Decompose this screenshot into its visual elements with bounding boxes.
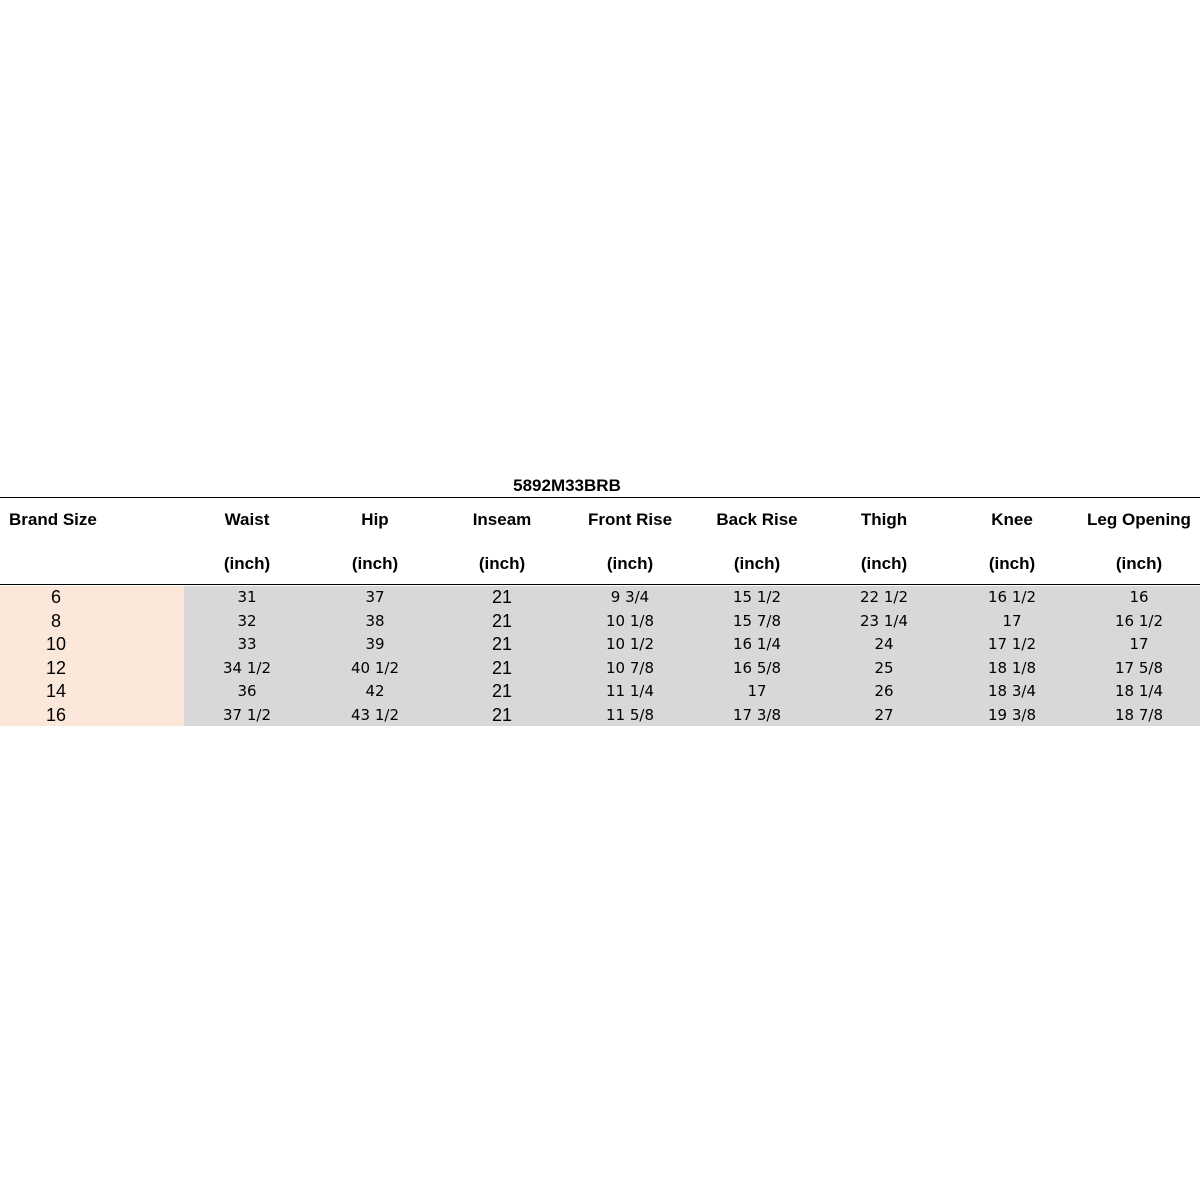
header-thigh [821, 498, 947, 584]
cell-front-rise: 10 1/2 [606, 635, 654, 653]
cell-leg-opening: 16 [1129, 588, 1149, 606]
header-label: Thigh [860, 510, 908, 529]
header-unit: (inch) [1115, 554, 1163, 573]
cell-front-rise: 10 7/8 [606, 658, 654, 677]
cell-back-rise: 17 3/8 [733, 705, 781, 724]
cell-inseam: 21 [491, 610, 513, 631]
header-inseam [439, 498, 565, 584]
header-label: Front Rise [587, 510, 673, 529]
cell-knee: 17 [1002, 611, 1022, 630]
header-label: Knee [991, 510, 1033, 529]
cell-waist: 36 [237, 682, 257, 700]
header-row [0, 498, 1200, 584]
cell-inseam: 21 [491, 657, 513, 678]
table-row [0, 657, 1200, 681]
cell-hip: 39 [365, 635, 385, 653]
header-unit: (inch) [733, 554, 781, 573]
table-row [0, 586, 1200, 610]
cell-inseam: 21 [491, 634, 513, 654]
cell-hip: 37 [365, 588, 385, 606]
header-label: Brand Size [9, 510, 97, 529]
header-leg-opening [1076, 498, 1200, 584]
header-hip [312, 498, 438, 584]
header-label: Hip [361, 510, 389, 529]
cell-back-rise: 15 1/2 [733, 588, 781, 606]
header-label: Back Rise [716, 510, 798, 529]
cell-knee: 16 1/2 [988, 588, 1036, 606]
cell-brand-size: 14 [45, 681, 67, 701]
table-body [0, 586, 1200, 726]
header-knee [949, 498, 1075, 584]
header-label: Inseam [472, 510, 532, 529]
cell-front-rise: 11 5/8 [606, 705, 654, 724]
header-brand-size [0, 498, 184, 584]
cell-hip: 38 [365, 611, 385, 630]
cell-waist: 33 [237, 635, 257, 653]
cell-waist: 31 [237, 588, 257, 606]
cell-inseam: 21 [491, 587, 513, 607]
cell-hip: 40 1/2 [351, 658, 399, 677]
cell-hip: 43 1/2 [351, 705, 399, 724]
header-unit: (inch) [478, 554, 526, 573]
header-unit: (inch) [223, 554, 271, 573]
table-row [0, 680, 1200, 704]
table-row [0, 610, 1200, 634]
cell-thigh: 22 1/2 [860, 588, 908, 606]
cell-brand-size: 8 [50, 610, 61, 631]
cell-front-rise: 11 1/4 [606, 682, 654, 700]
cell-leg-opening: 16 1/2 [1115, 611, 1163, 630]
cell-back-rise: 16 1/4 [733, 635, 781, 653]
cell-front-rise: 10 1/8 [606, 611, 654, 630]
cell-leg-opening: 18 7/8 [1115, 705, 1163, 724]
header-label: Waist [224, 510, 270, 529]
table-row [0, 704, 1200, 728]
cell-waist: 37 1/2 [223, 705, 271, 724]
cell-back-rise: 17 [747, 682, 767, 700]
cell-knee: 18 3/4 [988, 682, 1036, 700]
header-unit: (inch) [606, 554, 654, 573]
header-unit: (inch) [351, 554, 399, 573]
table-row [0, 633, 1200, 657]
header-unit: (inch) [860, 554, 908, 573]
cell-leg-opening: 18 1/4 [1115, 682, 1163, 700]
header-label: Leg Opening [1087, 510, 1191, 529]
header-front-rise [567, 498, 693, 584]
cell-front-rise: 9 3/4 [610, 588, 650, 606]
header-unit: (inch) [988, 554, 1036, 573]
cell-inseam: 21 [491, 704, 513, 725]
cell-knee: 17 1/2 [988, 635, 1036, 653]
cell-waist: 34 1/2 [223, 658, 271, 677]
header-back-rise [694, 498, 820, 584]
cell-inseam: 21 [491, 681, 513, 701]
cell-knee: 18 1/8 [988, 658, 1036, 677]
cell-thigh: 26 [874, 682, 894, 700]
cell-thigh: 27 [874, 705, 894, 724]
cell-brand-size: 6 [50, 587, 61, 607]
header-waist [184, 498, 310, 584]
cell-brand-size: 12 [45, 657, 67, 678]
chart-title: 5892M33BRB [513, 476, 621, 495]
cell-thigh: 24 [874, 635, 894, 653]
cell-thigh: 23 1/4 [860, 611, 908, 630]
cell-waist: 32 [237, 611, 257, 630]
cell-back-rise: 15 7/8 [733, 611, 781, 630]
cell-back-rise: 16 5/8 [733, 658, 781, 677]
cell-thigh: 25 [874, 658, 894, 677]
header-rule [0, 584, 1200, 585]
cell-leg-opening: 17 [1129, 635, 1149, 653]
cell-hip: 42 [365, 682, 385, 700]
cell-brand-size: 16 [45, 704, 67, 725]
cell-knee: 19 3/8 [988, 705, 1036, 724]
cell-leg-opening: 17 5/8 [1115, 658, 1163, 677]
cell-brand-size: 10 [45, 634, 67, 654]
